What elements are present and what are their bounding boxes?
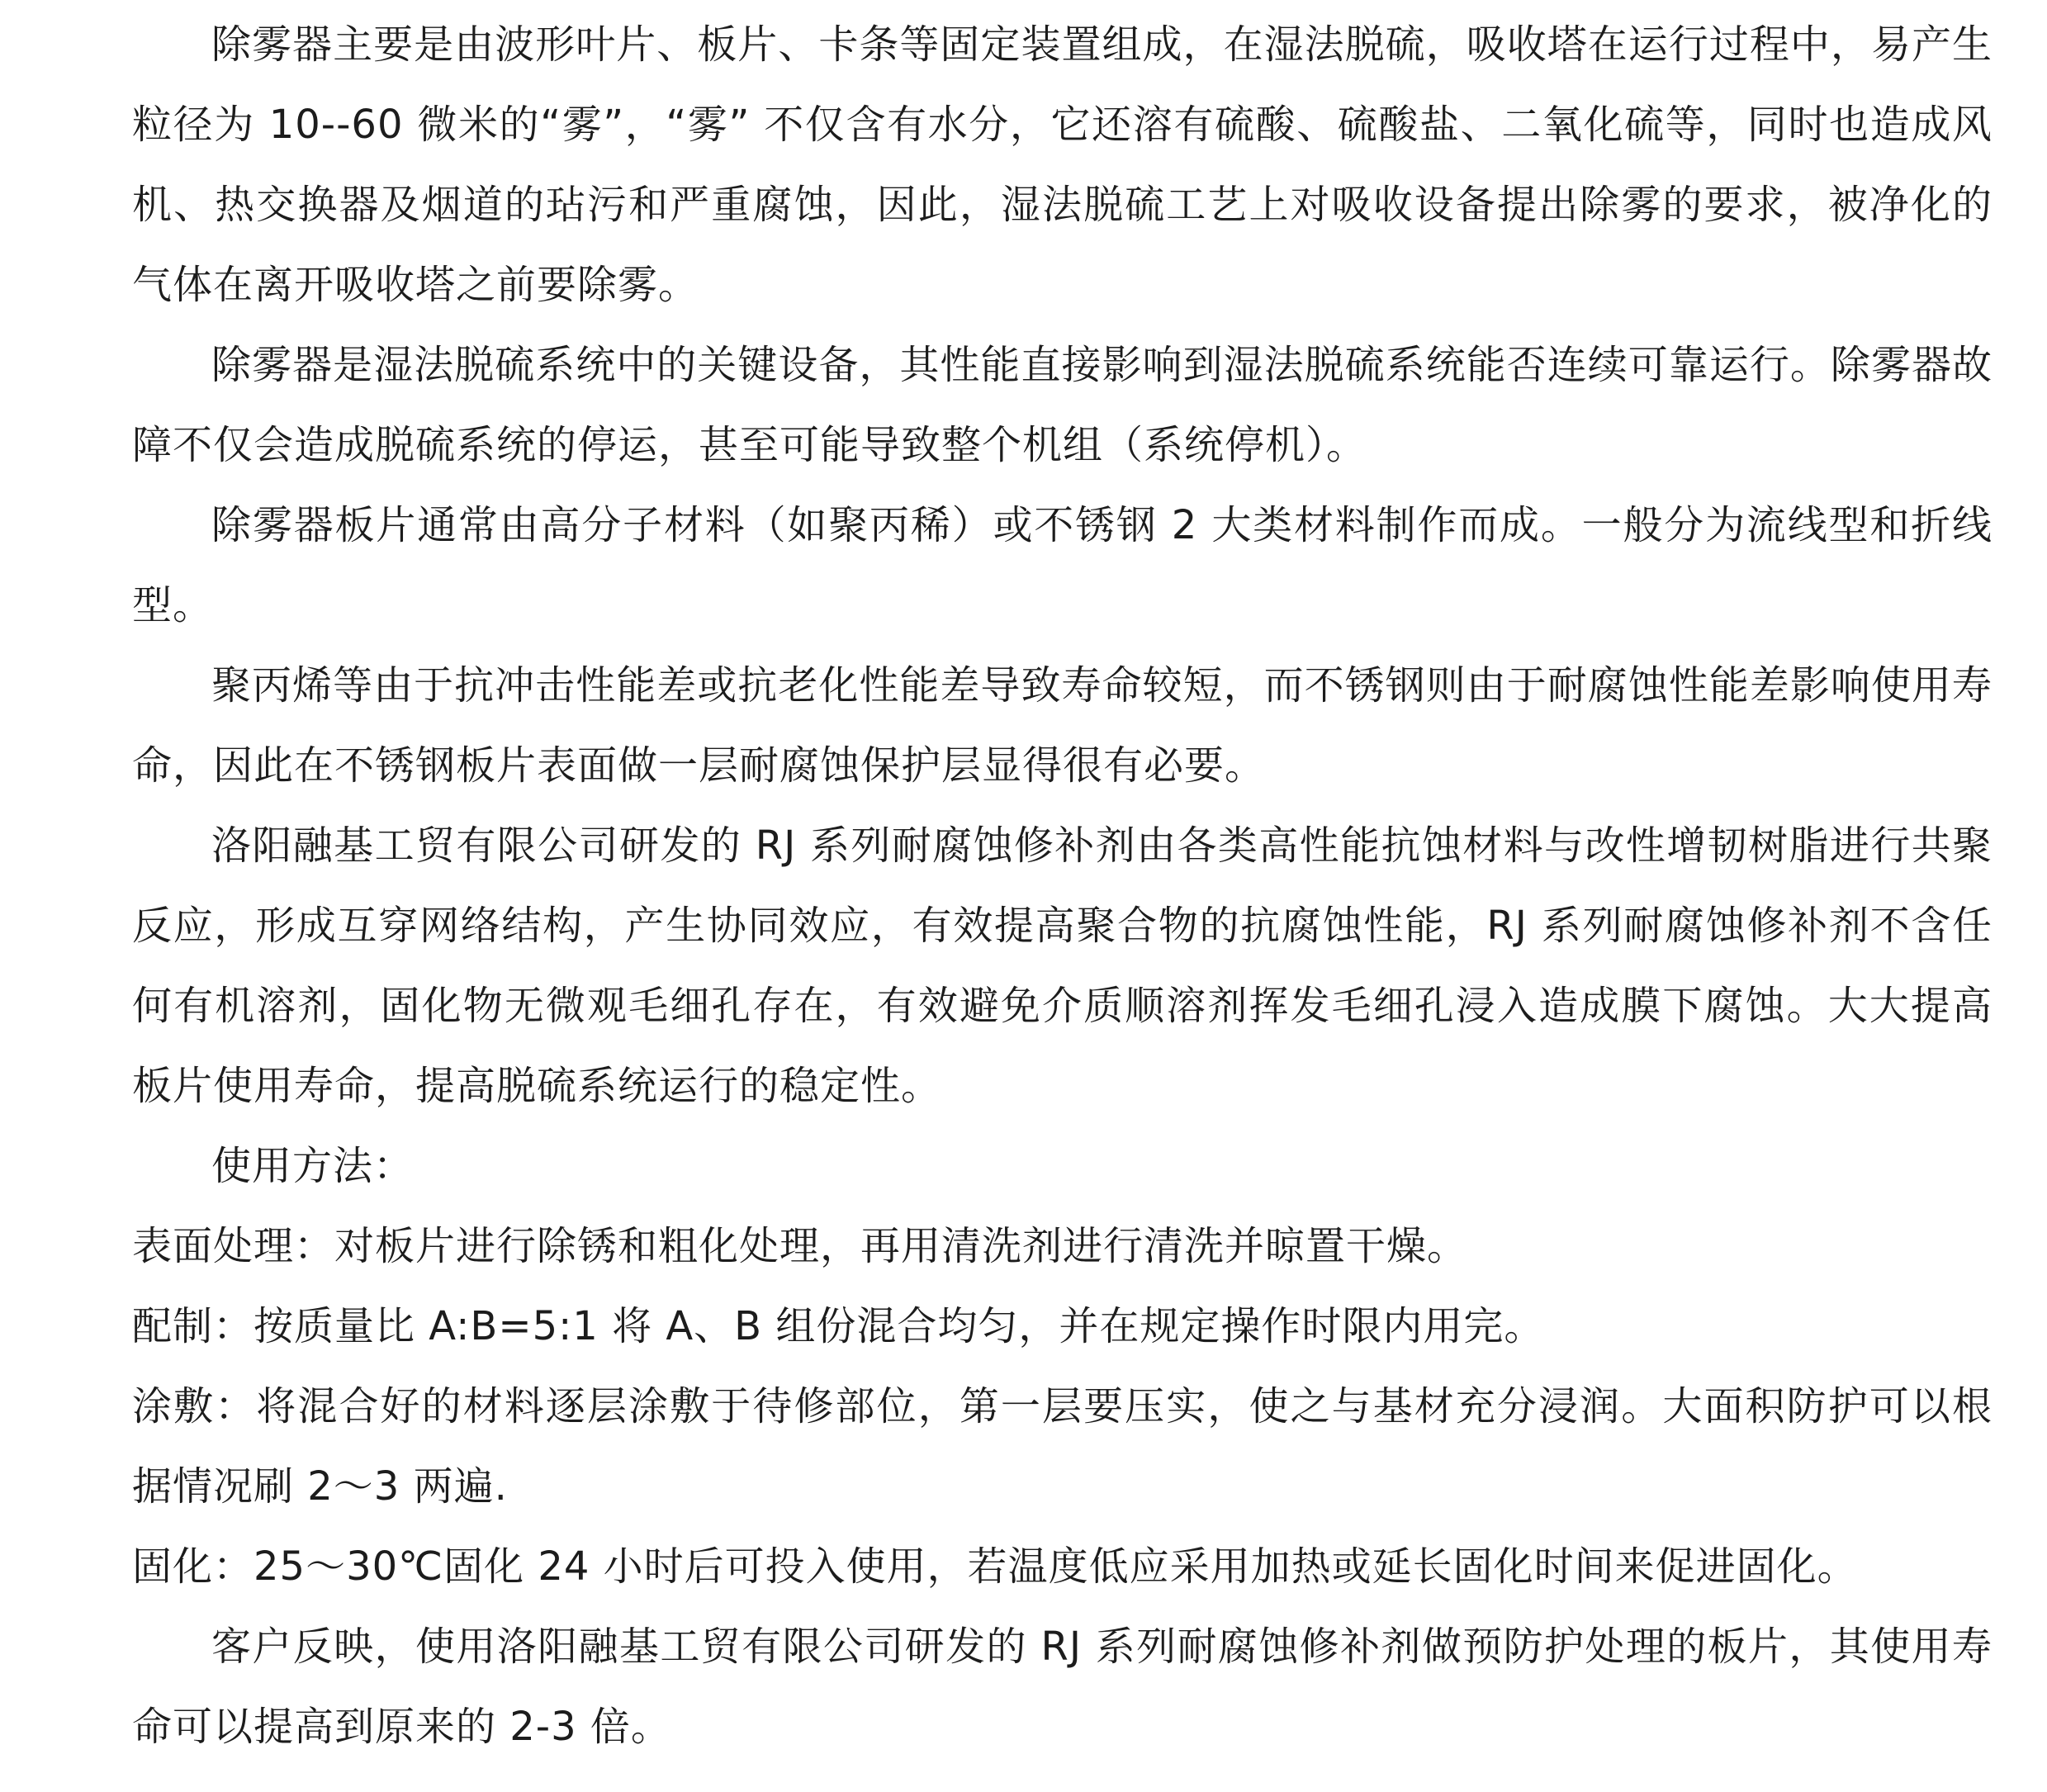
paragraph: 固化：25～30℃固化 24 小时后可投入使用，若温度低应采用加热或延长固化时间来促进固化。 bbox=[132, 1543, 1858, 1590]
paragraph: 聚丙烯等由于抗冲击性能差或抗老化性能差导致寿命较短，而不锈钢则由于耐腐蚀性能差影响使用寿命，因此在不锈钢板片表面做一层耐腐蚀保护层显得很有必要。 bbox=[132, 662, 1993, 789]
paragraph: 除雾器是湿法脱硫系统中的关键设备，其性能直接影响到湿法脱硫系统能否连续可靠运行。除雾器故障不仅会造成脱硫系统的停运，甚至可能导致整个机组（系统停机）。 bbox=[132, 342, 1993, 468]
paragraph: 涂敷：将混合好的材料逐层涂敷于待修部位，第一层要压实，使之与基材充分浸润。大面积防护可以根据情况刷 2～3 两遍. bbox=[132, 1383, 1993, 1510]
paragraph: 除雾器主要是由波形叶片、板片、卡条等固定装置组成，在湿法脱硫，吸收塔在运行过程中，易产生粒径为 10--60 微米的“雾”，“雾” 不仅含有水分，它还溶有硫酸、硫酸盐、二氧化硫等，同时也造成风机、热交换器及烟道的玷污和严重腐蚀，因此，湿法脱硫工艺上对吸收设备提出除雾的要求，被净化的气体在离开吸收塔之前要除雾。 bbox=[132, 21, 1993, 308]
paragraph: 除雾器板片通常由高分子材料（如聚丙稀）或不锈钢 2 大类材料制作而成。一般分为流线型和折线型。 bbox=[132, 502, 1993, 628]
paragraph: 洛阳融基工贸有限公司研发的 RJ 系列耐腐蚀修补剂由各类高性能抗蚀材料与改性增韧树脂进行共聚反应，形成互穿网络结构，产生协同效应，有效提高聚合物的抗腐蚀性能，RJ 系列耐腐蚀修补剂不含任何有机溶剂，固化物无微观毛细孔存在，有效避免介质顺溶剂挥发毛细孔浸入造成膜下腐蚀。大大提高板片使用寿命，提高脱硫系统运行的稳定性。 bbox=[132, 823, 1993, 1109]
paragraph: 客户反映，使用洛阳融基工贸有限公司研发的 RJ 系列耐腐蚀修补剂做预防护处理的板片，其使用寿命可以提高到原来的 2-3 倍。 bbox=[132, 1624, 1993, 1750]
paragraph: 配制：按质量比 A:B=5:1 将 A、B 组份混合均匀，并在规定操作时限内用完。 bbox=[132, 1303, 1545, 1349]
document-body bbox=[132, 5, 1993, 1767]
paragraph: 表面处理：对板片进行除锈和粗化处理，再用清洗剂进行清洗并晾置干燥。 bbox=[132, 1223, 1468, 1269]
paragraph: 使用方法： bbox=[211, 1143, 415, 1189]
